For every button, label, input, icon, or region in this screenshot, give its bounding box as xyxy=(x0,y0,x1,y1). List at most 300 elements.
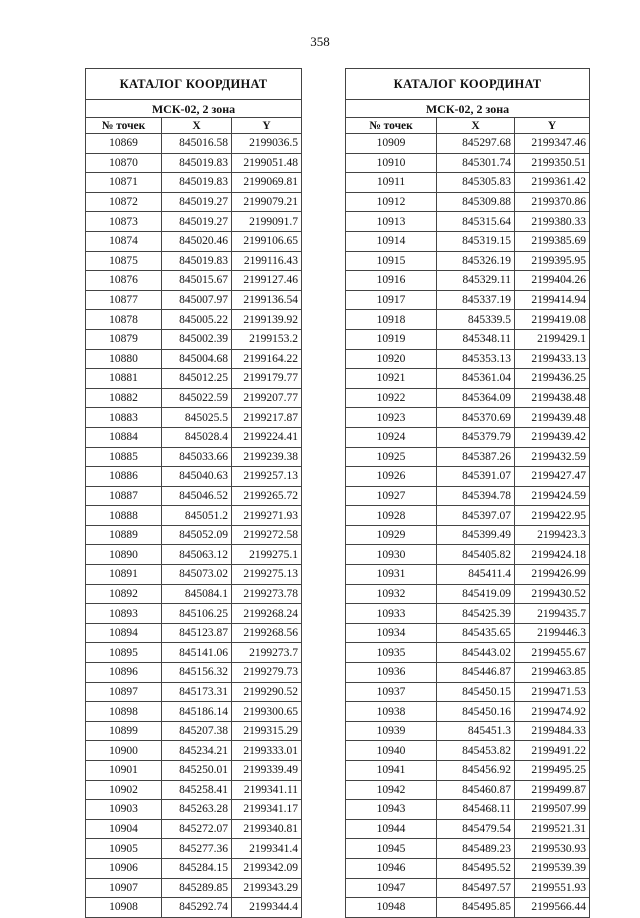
point-number-cell: 10896 xyxy=(86,663,162,683)
point-number-cell: 10880 xyxy=(86,349,162,369)
x-coordinate-cell: 845019.27 xyxy=(162,212,232,232)
y-coordinate-cell: 2199153.2 xyxy=(232,329,302,349)
x-coordinate-cell: 845263.28 xyxy=(162,800,232,820)
y-coordinate-cell: 2199455.67 xyxy=(515,643,590,663)
point-number-cell: 10892 xyxy=(86,584,162,604)
x-coordinate-cell: 845289.85 xyxy=(162,878,232,898)
catalog-title: КАТАЛОГ КООРДИНАТ xyxy=(86,69,302,100)
y-coordinate-cell: 2199551.93 xyxy=(515,878,590,898)
table-row xyxy=(346,702,590,722)
x-coordinate-cell: 845028.4 xyxy=(162,427,232,447)
x-coordinate-cell: 845348.11 xyxy=(437,329,515,349)
y-coordinate-cell: 2199268.56 xyxy=(232,623,302,643)
point-number-cell: 10876 xyxy=(86,271,162,291)
table-row xyxy=(346,408,590,428)
table-row xyxy=(86,780,302,800)
y-coordinate-cell: 2199091.7 xyxy=(232,212,302,232)
x-coordinate-cell: 845207.38 xyxy=(162,721,232,741)
table-row xyxy=(346,604,590,624)
x-coordinate-cell: 845106.25 xyxy=(162,604,232,624)
x-coordinate-cell: 845007.97 xyxy=(162,290,232,310)
table-row xyxy=(346,369,590,389)
table-row xyxy=(86,604,302,624)
table-row xyxy=(86,212,302,232)
table-row xyxy=(86,858,302,878)
point-number-cell: 10895 xyxy=(86,643,162,663)
x-coordinate-cell: 845337.19 xyxy=(437,290,515,310)
table-row xyxy=(346,447,590,467)
x-coordinate-cell: 845391.07 xyxy=(437,467,515,487)
y-coordinate-cell: 2199495.25 xyxy=(515,761,590,781)
table-row xyxy=(346,290,590,310)
x-coordinate-cell: 845339.5 xyxy=(437,310,515,330)
table-row xyxy=(346,643,590,663)
y-coordinate-cell: 2199361.42 xyxy=(515,173,590,193)
x-coordinate-cell: 845258.41 xyxy=(162,780,232,800)
y-coordinate-cell: 2199341.4 xyxy=(232,839,302,859)
table-row xyxy=(86,878,302,898)
table-row xyxy=(346,173,590,193)
x-coordinate-cell: 845305.83 xyxy=(437,173,515,193)
table-row xyxy=(86,271,302,291)
y-coordinate-cell: 2199491.22 xyxy=(515,741,590,761)
x-coordinate-cell: 845497.57 xyxy=(437,878,515,898)
point-number-cell: 10913 xyxy=(346,212,437,232)
point-number-cell: 10891 xyxy=(86,565,162,585)
y-coordinate-cell: 2199239.38 xyxy=(232,447,302,467)
x-coordinate-cell: 845451.3 xyxy=(437,721,515,741)
y-coordinate-cell: 2199435.7 xyxy=(515,604,590,624)
point-number-cell: 10911 xyxy=(346,173,437,193)
x-coordinate-cell: 845022.59 xyxy=(162,388,232,408)
table-row xyxy=(346,682,590,702)
y-coordinate-cell: 2199429.1 xyxy=(515,329,590,349)
x-coordinate-cell: 845016.58 xyxy=(162,134,232,154)
point-number-cell: 10928 xyxy=(346,506,437,526)
y-coordinate-cell: 2199275.13 xyxy=(232,565,302,585)
table-row xyxy=(86,486,302,506)
point-number-cell: 10938 xyxy=(346,702,437,722)
table-row xyxy=(346,212,590,232)
table-row xyxy=(86,800,302,820)
point-number-cell: 10921 xyxy=(346,369,437,389)
y-coordinate-cell: 2199424.18 xyxy=(515,545,590,565)
coordinate-system-label: МСК-02, 2 зона xyxy=(86,100,302,118)
point-number-cell: 10905 xyxy=(86,839,162,859)
y-coordinate-cell: 2199446.3 xyxy=(515,623,590,643)
table-body xyxy=(346,134,590,918)
point-number-cell: 10879 xyxy=(86,329,162,349)
point-number-cell: 10886 xyxy=(86,467,162,487)
coordinate-system-label: МСК-02, 2 зона xyxy=(346,100,590,118)
x-coordinate-cell: 845272.07 xyxy=(162,819,232,839)
y-coordinate-cell: 2199499.87 xyxy=(515,780,590,800)
table-row xyxy=(86,349,302,369)
point-number-cell: 10889 xyxy=(86,525,162,545)
point-number-cell: 10941 xyxy=(346,761,437,781)
y-coordinate-cell: 2199265.72 xyxy=(232,486,302,506)
table-row xyxy=(86,153,302,173)
table-row xyxy=(346,898,590,918)
point-number-cell: 10910 xyxy=(346,153,437,173)
point-number-cell: 10908 xyxy=(86,898,162,918)
table-row xyxy=(346,427,590,447)
y-coordinate-cell: 2199439.42 xyxy=(515,427,590,447)
y-coordinate-cell: 2199279.73 xyxy=(232,663,302,683)
x-coordinate-cell: 845052.09 xyxy=(162,525,232,545)
y-coordinate-cell: 2199340.81 xyxy=(232,819,302,839)
point-number-cell: 10899 xyxy=(86,721,162,741)
page-number: 358 xyxy=(310,34,330,49)
table-row xyxy=(346,584,590,604)
y-coordinate-cell: 2199432.59 xyxy=(515,447,590,467)
table-row xyxy=(86,525,302,545)
point-number-cell: 10872 xyxy=(86,192,162,212)
x-coordinate-cell: 845141.06 xyxy=(162,643,232,663)
table-row xyxy=(346,388,590,408)
y-coordinate-cell: 2199404.26 xyxy=(515,271,590,291)
table-row xyxy=(346,349,590,369)
point-number-cell: 10945 xyxy=(346,839,437,859)
table-row xyxy=(86,408,302,428)
y-coordinate-cell: 2199069.81 xyxy=(232,173,302,193)
point-number-cell: 10869 xyxy=(86,134,162,154)
x-coordinate-cell: 845450.15 xyxy=(437,682,515,702)
x-coordinate-cell: 845063.12 xyxy=(162,545,232,565)
y-coordinate-cell: 2199257.13 xyxy=(232,467,302,487)
table-row xyxy=(346,721,590,741)
y-coordinate-cell: 2199273.7 xyxy=(232,643,302,663)
x-coordinate-cell: 845460.87 xyxy=(437,780,515,800)
y-coordinate-cell: 2199300.65 xyxy=(232,702,302,722)
y-coordinate-cell: 2199290.52 xyxy=(232,682,302,702)
point-number-cell: 10935 xyxy=(346,643,437,663)
table-row xyxy=(346,878,590,898)
x-coordinate-cell: 845399.49 xyxy=(437,525,515,545)
x-coordinate-cell: 845387.26 xyxy=(437,447,515,467)
x-coordinate-cell: 845479.54 xyxy=(437,819,515,839)
x-coordinate-cell: 845397.07 xyxy=(437,506,515,526)
point-number-cell: 10931 xyxy=(346,565,437,585)
table-row xyxy=(346,486,590,506)
x-coordinate-cell: 845234.21 xyxy=(162,741,232,761)
y-coordinate-cell: 2199342.09 xyxy=(232,858,302,878)
x-coordinate-cell: 845019.27 xyxy=(162,192,232,212)
catalog-title: КАТАЛОГ КООРДИНАТ xyxy=(346,69,590,100)
table-row xyxy=(86,663,302,683)
y-coordinate-cell: 2199139.92 xyxy=(232,310,302,330)
x-coordinate-cell: 845435.65 xyxy=(437,623,515,643)
table-row xyxy=(86,467,302,487)
table-row xyxy=(86,565,302,585)
x-coordinate-cell: 845033.66 xyxy=(162,447,232,467)
table-row xyxy=(86,329,302,349)
x-coordinate-cell: 845004.68 xyxy=(162,349,232,369)
point-number-cell: 10920 xyxy=(346,349,437,369)
y-coordinate-cell: 2199341.11 xyxy=(232,780,302,800)
y-coordinate-cell: 2199315.29 xyxy=(232,721,302,741)
table-row xyxy=(86,623,302,643)
x-coordinate-cell: 845020.46 xyxy=(162,231,232,251)
y-coordinate-cell: 2199179.77 xyxy=(232,369,302,389)
x-coordinate-cell: 845370.69 xyxy=(437,408,515,428)
x-coordinate-cell: 845019.83 xyxy=(162,251,232,271)
x-coordinate-cell: 845364.09 xyxy=(437,388,515,408)
table-row xyxy=(86,369,302,389)
point-number-cell: 10926 xyxy=(346,467,437,487)
y-coordinate-cell: 2199430.52 xyxy=(515,584,590,604)
x-coordinate-cell: 845015.67 xyxy=(162,271,232,291)
table-row xyxy=(346,310,590,330)
point-number-cell: 10933 xyxy=(346,604,437,624)
table-row xyxy=(86,310,302,330)
point-number-cell: 10894 xyxy=(86,623,162,643)
point-number-cell: 10947 xyxy=(346,878,437,898)
y-coordinate-cell: 2199433.13 xyxy=(515,349,590,369)
x-coordinate-cell: 845405.82 xyxy=(437,545,515,565)
point-number-cell: 10874 xyxy=(86,231,162,251)
y-coordinate-cell: 2199275.1 xyxy=(232,545,302,565)
point-number-cell: 10948 xyxy=(346,898,437,918)
point-number-cell: 10890 xyxy=(86,545,162,565)
y-coordinate-cell: 2199422.95 xyxy=(515,506,590,526)
point-number-cell: 10885 xyxy=(86,447,162,467)
x-coordinate-cell: 845468.11 xyxy=(437,800,515,820)
table-row xyxy=(346,545,590,565)
point-number-cell: 10893 xyxy=(86,604,162,624)
x-coordinate-cell: 845005.22 xyxy=(162,310,232,330)
table-row xyxy=(346,271,590,291)
point-number-cell: 10946 xyxy=(346,858,437,878)
point-number-cell: 10871 xyxy=(86,173,162,193)
point-number-cell: 10939 xyxy=(346,721,437,741)
y-coordinate-cell: 2199136.54 xyxy=(232,290,302,310)
x-coordinate-cell: 845419.09 xyxy=(437,584,515,604)
point-number-cell: 10909 xyxy=(346,134,437,154)
y-coordinate-cell: 2199116.43 xyxy=(232,251,302,271)
point-number-cell: 10904 xyxy=(86,819,162,839)
point-number-cell: 10906 xyxy=(86,858,162,878)
point-number-cell: 10917 xyxy=(346,290,437,310)
y-coordinate-cell: 2199207.77 xyxy=(232,388,302,408)
y-coordinate-cell: 2199521.31 xyxy=(515,819,590,839)
table-row xyxy=(346,134,590,154)
table-row xyxy=(86,898,302,918)
x-coordinate-cell: 845051.2 xyxy=(162,506,232,526)
table-row xyxy=(86,192,302,212)
table-row xyxy=(86,231,302,251)
table-row xyxy=(346,467,590,487)
x-coordinate-cell: 845019.83 xyxy=(162,153,232,173)
column-header-y: Y xyxy=(515,118,590,134)
x-coordinate-cell: 845326.19 xyxy=(437,251,515,271)
point-number-cell: 10907 xyxy=(86,878,162,898)
x-coordinate-cell: 845084.1 xyxy=(162,584,232,604)
x-coordinate-cell: 845394.78 xyxy=(437,486,515,506)
table-row xyxy=(86,447,302,467)
point-number-cell: 10897 xyxy=(86,682,162,702)
table-row xyxy=(86,427,302,447)
table-row xyxy=(346,565,590,585)
point-number-cell: 10919 xyxy=(346,329,437,349)
table-row xyxy=(346,525,590,545)
table-row xyxy=(86,819,302,839)
point-number-cell: 10944 xyxy=(346,819,437,839)
y-coordinate-cell: 2199370.86 xyxy=(515,192,590,212)
point-number-cell: 10882 xyxy=(86,388,162,408)
point-number-cell: 10924 xyxy=(346,427,437,447)
x-coordinate-cell: 845489.23 xyxy=(437,839,515,859)
x-coordinate-cell: 845425.39 xyxy=(437,604,515,624)
point-number-cell: 10934 xyxy=(346,623,437,643)
point-number-cell: 10940 xyxy=(346,741,437,761)
y-coordinate-cell: 2199471.53 xyxy=(515,682,590,702)
x-coordinate-cell: 845379.79 xyxy=(437,427,515,447)
x-coordinate-cell: 845073.02 xyxy=(162,565,232,585)
x-coordinate-cell: 845019.83 xyxy=(162,173,232,193)
x-coordinate-cell: 845361.04 xyxy=(437,369,515,389)
table-row xyxy=(86,290,302,310)
x-coordinate-cell: 845329.11 xyxy=(437,271,515,291)
x-coordinate-cell: 845123.87 xyxy=(162,623,232,643)
point-number-cell: 10925 xyxy=(346,447,437,467)
point-number-cell: 10888 xyxy=(86,506,162,526)
table-row xyxy=(86,702,302,722)
y-coordinate-cell: 2199427.47 xyxy=(515,467,590,487)
y-coordinate-cell: 2199273.78 xyxy=(232,584,302,604)
y-coordinate-cell: 2199164.22 xyxy=(232,349,302,369)
table-row xyxy=(86,643,302,663)
y-coordinate-cell: 2199347.46 xyxy=(515,134,590,154)
y-coordinate-cell: 2199539.39 xyxy=(515,858,590,878)
x-coordinate-cell: 845450.16 xyxy=(437,702,515,722)
point-number-cell: 10912 xyxy=(346,192,437,212)
point-number-cell: 10930 xyxy=(346,545,437,565)
table-row xyxy=(346,623,590,643)
column-header-point-number: № точек xyxy=(86,118,162,134)
y-coordinate-cell: 2199341.17 xyxy=(232,800,302,820)
point-number-cell: 10929 xyxy=(346,525,437,545)
x-coordinate-cell: 845319.15 xyxy=(437,231,515,251)
table-row xyxy=(346,506,590,526)
coordinate-catalog-left xyxy=(85,68,302,918)
table-row xyxy=(86,134,302,154)
x-coordinate-cell: 845186.14 xyxy=(162,702,232,722)
x-coordinate-cell: 845456.92 xyxy=(437,761,515,781)
point-number-cell: 10900 xyxy=(86,741,162,761)
x-coordinate-cell: 845301.74 xyxy=(437,153,515,173)
y-coordinate-cell: 2199333.01 xyxy=(232,741,302,761)
x-coordinate-cell: 845315.64 xyxy=(437,212,515,232)
y-coordinate-cell: 2199106.65 xyxy=(232,231,302,251)
point-number-cell: 10922 xyxy=(346,388,437,408)
x-coordinate-cell: 845309.88 xyxy=(437,192,515,212)
x-coordinate-cell: 845040.63 xyxy=(162,467,232,487)
table-row xyxy=(86,506,302,526)
point-number-cell: 10878 xyxy=(86,310,162,330)
point-number-cell: 10902 xyxy=(86,780,162,800)
x-coordinate-cell: 845002.39 xyxy=(162,329,232,349)
y-coordinate-cell: 2199423.3 xyxy=(515,525,590,545)
table-row xyxy=(86,388,302,408)
y-coordinate-cell: 2199268.24 xyxy=(232,604,302,624)
x-coordinate-cell: 845453.82 xyxy=(437,741,515,761)
point-number-cell: 10881 xyxy=(86,369,162,389)
table-row xyxy=(86,682,302,702)
y-coordinate-cell: 2199350.51 xyxy=(515,153,590,173)
point-number-cell: 10923 xyxy=(346,408,437,428)
y-coordinate-cell: 2199380.33 xyxy=(515,212,590,232)
y-coordinate-cell: 2199272.58 xyxy=(232,525,302,545)
x-coordinate-cell: 845443.02 xyxy=(437,643,515,663)
coordinate-catalog-right xyxy=(345,68,590,918)
x-coordinate-cell: 845495.52 xyxy=(437,858,515,878)
table-row xyxy=(346,858,590,878)
y-coordinate-cell: 2199079.21 xyxy=(232,192,302,212)
point-number-cell: 10936 xyxy=(346,663,437,683)
point-number-cell: 10915 xyxy=(346,251,437,271)
table-row xyxy=(346,761,590,781)
point-number-cell: 10883 xyxy=(86,408,162,428)
y-coordinate-cell: 2199436.25 xyxy=(515,369,590,389)
table-row xyxy=(346,741,590,761)
point-number-cell: 10898 xyxy=(86,702,162,722)
point-number-cell: 10877 xyxy=(86,290,162,310)
table-row xyxy=(86,839,302,859)
point-number-cell: 10932 xyxy=(346,584,437,604)
point-number-cell: 10918 xyxy=(346,310,437,330)
y-coordinate-cell: 2199419.08 xyxy=(515,310,590,330)
table-row xyxy=(86,584,302,604)
y-coordinate-cell: 2199507.99 xyxy=(515,800,590,820)
x-coordinate-cell: 845495.85 xyxy=(437,898,515,918)
table-row xyxy=(346,251,590,271)
table-row xyxy=(346,329,590,349)
table-row xyxy=(86,741,302,761)
column-header-point-number: № точек xyxy=(346,118,437,134)
point-number-cell: 10942 xyxy=(346,780,437,800)
point-number-cell: 10914 xyxy=(346,231,437,251)
y-coordinate-cell: 2199424.59 xyxy=(515,486,590,506)
y-coordinate-cell: 2199426.99 xyxy=(515,565,590,585)
y-coordinate-cell: 2199474.92 xyxy=(515,702,590,722)
x-coordinate-cell: 845046.52 xyxy=(162,486,232,506)
x-coordinate-cell: 845250.01 xyxy=(162,761,232,781)
table-body xyxy=(86,134,302,918)
y-coordinate-cell: 2199217.87 xyxy=(232,408,302,428)
column-header-x: X xyxy=(162,118,232,134)
x-coordinate-cell: 845411.4 xyxy=(437,565,515,585)
point-number-cell: 10901 xyxy=(86,761,162,781)
table-row xyxy=(346,663,590,683)
point-number-cell: 10943 xyxy=(346,800,437,820)
y-coordinate-cell: 2199463.85 xyxy=(515,663,590,683)
y-coordinate-cell: 2199224.41 xyxy=(232,427,302,447)
x-coordinate-cell: 845025.5 xyxy=(162,408,232,428)
point-number-cell: 10870 xyxy=(86,153,162,173)
y-coordinate-cell: 2199051.48 xyxy=(232,153,302,173)
column-header-y: Y xyxy=(232,118,302,134)
y-coordinate-cell: 2199566.44 xyxy=(515,898,590,918)
table-row xyxy=(346,192,590,212)
table-row xyxy=(86,545,302,565)
y-coordinate-cell: 2199127.46 xyxy=(232,271,302,291)
table-row xyxy=(86,721,302,741)
x-coordinate-cell: 845353.13 xyxy=(437,349,515,369)
y-coordinate-cell: 2199439.48 xyxy=(515,408,590,428)
table-row xyxy=(86,251,302,271)
point-number-cell: 10875 xyxy=(86,251,162,271)
